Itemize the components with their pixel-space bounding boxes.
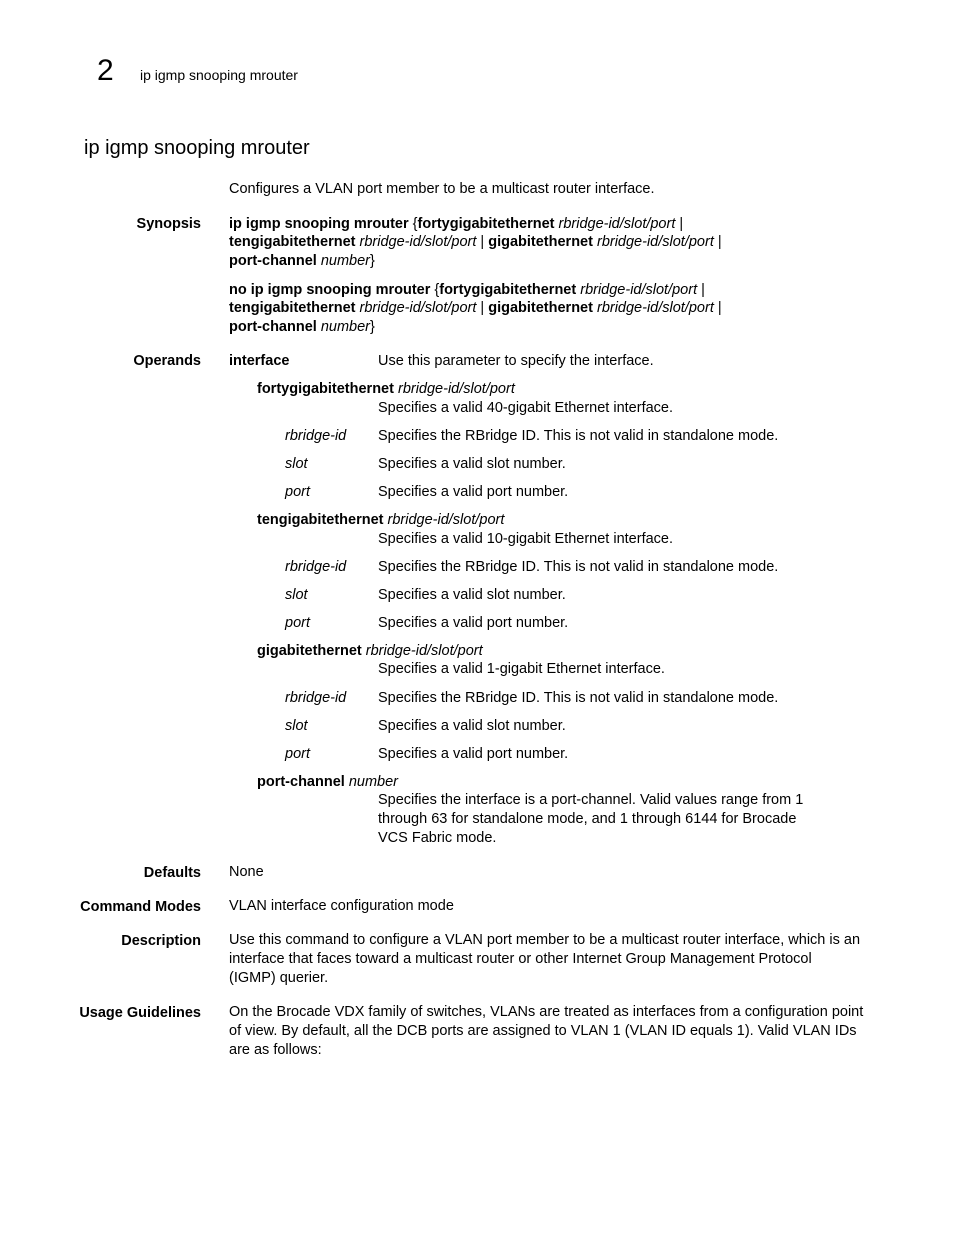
operand-desc: Specifies a valid 10-gigabit Ethernet interface. bbox=[378, 531, 674, 547]
usage-guidelines-label: Usage Guidelines bbox=[79, 1005, 201, 1021]
term-desc: Specifies the RBridge ID. This is not valid in standalone mode. bbox=[378, 428, 779, 444]
usage-text: of view. By default, all the DCB ports are assigned to VLAN 1 (VLAN ID equals 1). Valid VLAN IDs bbox=[229, 1023, 857, 1039]
term-desc: Specifies a valid port number. bbox=[378, 746, 569, 762]
operand-interface: interface bbox=[229, 353, 290, 369]
defaults-label: Defaults bbox=[143, 865, 201, 881]
intro-text: Configures a VLAN port member to be a multicast router interface. bbox=[229, 181, 655, 197]
term-slot: slot bbox=[285, 456, 308, 472]
operand-port-channel: port-channel number bbox=[257, 774, 399, 790]
synopsis-line: tengigabitethernet rbridge-id/slot/port | gigabitethernet rbridge-id/slot/port | bbox=[229, 300, 722, 316]
operand-desc: VCS Fabric mode. bbox=[378, 830, 497, 846]
term-rbridge-id: rbridge-id bbox=[285, 690, 347, 706]
term-rbridge-id: rbridge-id bbox=[285, 559, 347, 575]
synopsis-label: Synopsis bbox=[136, 216, 201, 232]
term-desc: Specifies a valid slot number. bbox=[378, 718, 566, 734]
term-rbridge-id: rbridge-id bbox=[285, 428, 347, 444]
operand-desc: through 63 for standalone mode, and 1 through 6144 for Brocade bbox=[378, 811, 797, 827]
synopsis-line: tengigabitethernet rbridge-id/slot/port | gigabitethernet rbridge-id/slot/port | bbox=[229, 234, 722, 250]
operands-label: Operands bbox=[133, 353, 201, 369]
term-port: port bbox=[285, 746, 310, 762]
term-desc: Specifies the RBridge ID. This is not valid in standalone mode. bbox=[378, 690, 779, 706]
operand-tengig: tengigabitethernet rbridge-id/slot/port bbox=[257, 512, 505, 528]
operand-desc: Specifies a valid 40-gigabit Ethernet interface. bbox=[378, 400, 674, 416]
synopsis-line: port-channel number} bbox=[229, 319, 375, 335]
operand-gig: gigabitethernet rbridge-id/slot/port bbox=[257, 643, 483, 659]
usage-text: are as follows: bbox=[229, 1042, 322, 1058]
description-text: Use this command to configure a VLAN port member to be a multicast router interface, which is an bbox=[229, 932, 861, 948]
operand-fortygig: fortygigabitethernet rbridge-id/slot/port bbox=[257, 381, 515, 397]
synopsis-line: port-channel number} bbox=[229, 253, 375, 269]
usage-text: On the Brocade VDX family of switches, VLANs are treated as interfaces from a configuration point bbox=[229, 1004, 864, 1020]
term-port: port bbox=[285, 615, 310, 631]
term-desc: Specifies a valid port number. bbox=[378, 484, 569, 500]
description-text: interface that faces toward a multicast router or other Internet Group Management Protocol bbox=[229, 951, 812, 967]
term-desc: Specifies the RBridge ID. This is not valid in standalone mode. bbox=[378, 559, 779, 575]
term-slot: slot bbox=[285, 718, 308, 734]
term-desc: Specifies a valid slot number. bbox=[378, 456, 566, 472]
term-slot: slot bbox=[285, 587, 308, 603]
term-desc: Specifies a valid port number. bbox=[378, 615, 569, 631]
command-modes-value: VLAN interface configuration mode bbox=[229, 898, 454, 914]
defaults-value: None bbox=[229, 864, 264, 880]
description-text: (IGMP) querier. bbox=[229, 970, 329, 986]
synopsis-line: no ip igmp snooping mrouter {fortygigabitethernet rbridge-id/slot/port | bbox=[229, 282, 705, 298]
running-head: ip igmp snooping mrouter bbox=[140, 67, 298, 83]
synopsis-command: ip igmp snooping mrouter bbox=[229, 216, 409, 232]
operand-desc: Specifies the interface is a port-channel. Valid values range from 1 bbox=[378, 792, 804, 808]
operand-desc: Specifies a valid 1-gigabit Ethernet interface. bbox=[378, 661, 665, 677]
synopsis-no-command: no ip igmp snooping mrouter bbox=[229, 282, 431, 298]
command-modes-label: Command Modes bbox=[80, 899, 201, 915]
synopsis-line: ip igmp snooping mrouter {fortygigabitethernet rbridge-id/slot/port | bbox=[229, 216, 684, 232]
operand-interface-desc: Use this parameter to specify the interface. bbox=[378, 353, 654, 369]
description-label: Description bbox=[121, 933, 201, 949]
page-title: ip igmp snooping mrouter bbox=[84, 137, 310, 159]
term-desc: Specifies a valid slot number. bbox=[378, 587, 566, 603]
term-port: port bbox=[285, 484, 310, 500]
chapter-number: 2 bbox=[97, 54, 114, 87]
